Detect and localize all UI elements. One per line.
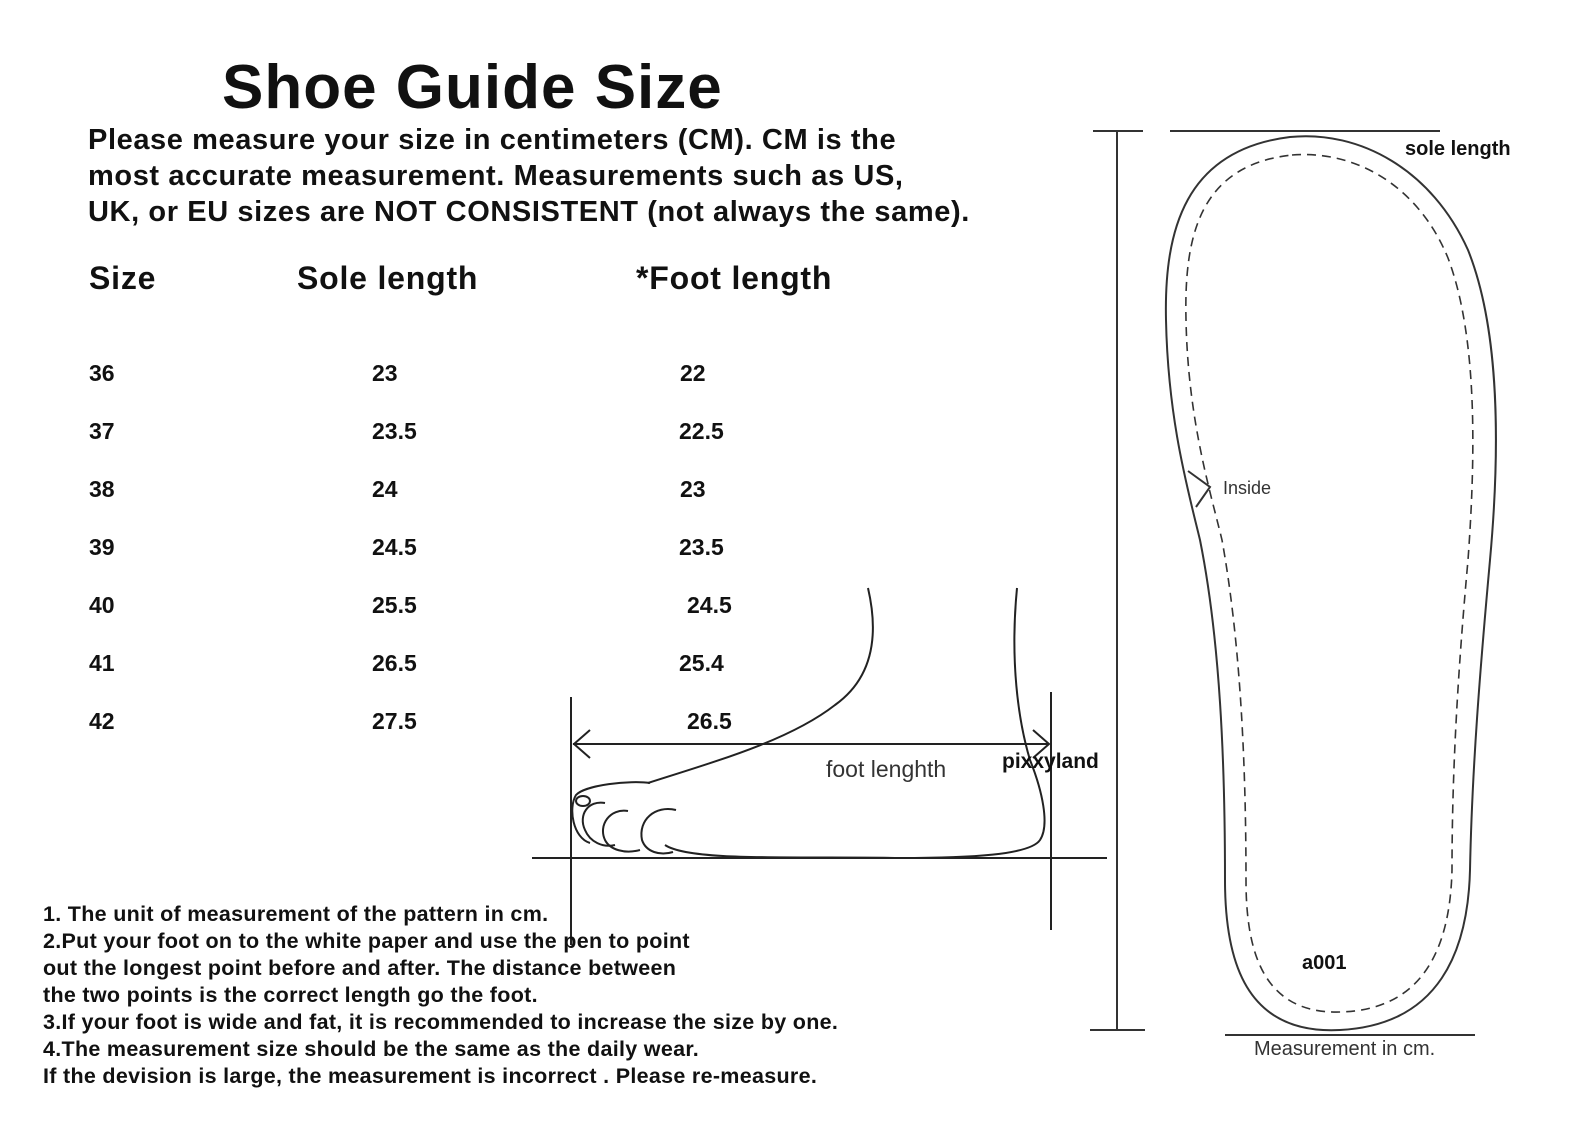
brand-label: pixxyland xyxy=(1002,750,1099,773)
sole-length-cell: 23 xyxy=(372,360,398,386)
sole-length-cell: 26.5 xyxy=(372,650,417,676)
header-foot-length: *Foot length xyxy=(636,260,833,296)
sole-length-cell: 23.5 xyxy=(372,418,417,444)
intro-line: most accurate measurement. Measurements such as US, xyxy=(88,160,904,192)
toe-3-icon xyxy=(603,811,640,852)
foot-length-cell: 24.5 xyxy=(687,592,732,618)
measurement-caption: Measurement in cm. xyxy=(1254,1038,1436,1060)
foot-length-cell: 22.5 xyxy=(679,418,724,444)
toenail-icon xyxy=(576,796,590,806)
size-cell: 40 xyxy=(89,592,115,618)
instructions xyxy=(43,901,838,1090)
sole-outline xyxy=(1166,136,1496,1030)
foot-length-label: foot lenghth xyxy=(826,756,947,782)
size-cell: 38 xyxy=(89,476,115,502)
foot-instep-outline xyxy=(648,588,873,783)
page-title: Shoe Guide Size xyxy=(222,53,723,122)
instruction-line: 1. The unit of measurement of the pattern in cm. xyxy=(43,902,549,926)
sole-diagram xyxy=(1090,131,1496,1035)
size-cell: 39 xyxy=(89,534,115,560)
size-cell: 41 xyxy=(89,650,115,676)
sole-length-cell: 24 xyxy=(372,476,398,502)
sole-length-cell: 24.5 xyxy=(372,534,417,560)
instruction-line: 2.Put your foot on to the white paper and use the pen to point xyxy=(43,929,690,953)
instruction-line: the two points is the correct length go the foot. xyxy=(43,983,538,1007)
sole-length-cell: 25.5 xyxy=(372,592,417,618)
inside-label: Inside xyxy=(1223,478,1272,498)
intro-line: Please measure your size in centimeters (CM). CM is the xyxy=(88,124,897,156)
foot-length-cell: 23 xyxy=(680,476,706,502)
sole-length-cell: 27.5 xyxy=(372,708,417,734)
foot-length-cell: 25.4 xyxy=(679,650,724,676)
foot-length-cell: 26.5 xyxy=(687,708,732,734)
size-cell: 42 xyxy=(89,708,115,734)
instruction-line: 3.If your foot is wide and fat, it is recommended to increase the size by one. xyxy=(43,1010,839,1034)
instruction-line: 4.The measurement size should be the same as the daily wear. xyxy=(43,1037,700,1061)
foot-length-cell: 23.5 xyxy=(679,534,724,560)
header-sole-length: Sole length xyxy=(297,260,479,296)
instruction-line: If the devision is large, the measurement is incorrect . Please re-measure. xyxy=(43,1064,818,1088)
sole-inner-dashed xyxy=(1186,155,1473,1013)
toe-4-icon xyxy=(641,809,676,853)
sole-length-label: sole length xyxy=(1405,138,1511,160)
toe-2-icon xyxy=(583,803,615,846)
foot-length-cell: 22 xyxy=(680,360,706,386)
instruction-line: out the longest point before and after. The distance between xyxy=(43,956,677,980)
size-cell: 36 xyxy=(89,360,115,386)
intro-line: UK, or EU sizes are NOT CONSISTENT (not always the same). xyxy=(88,196,970,228)
size-cell: 37 xyxy=(89,418,115,444)
intro-paragraph xyxy=(88,122,970,230)
model-code: a001 xyxy=(1302,952,1347,974)
header-size: Size xyxy=(89,260,157,296)
